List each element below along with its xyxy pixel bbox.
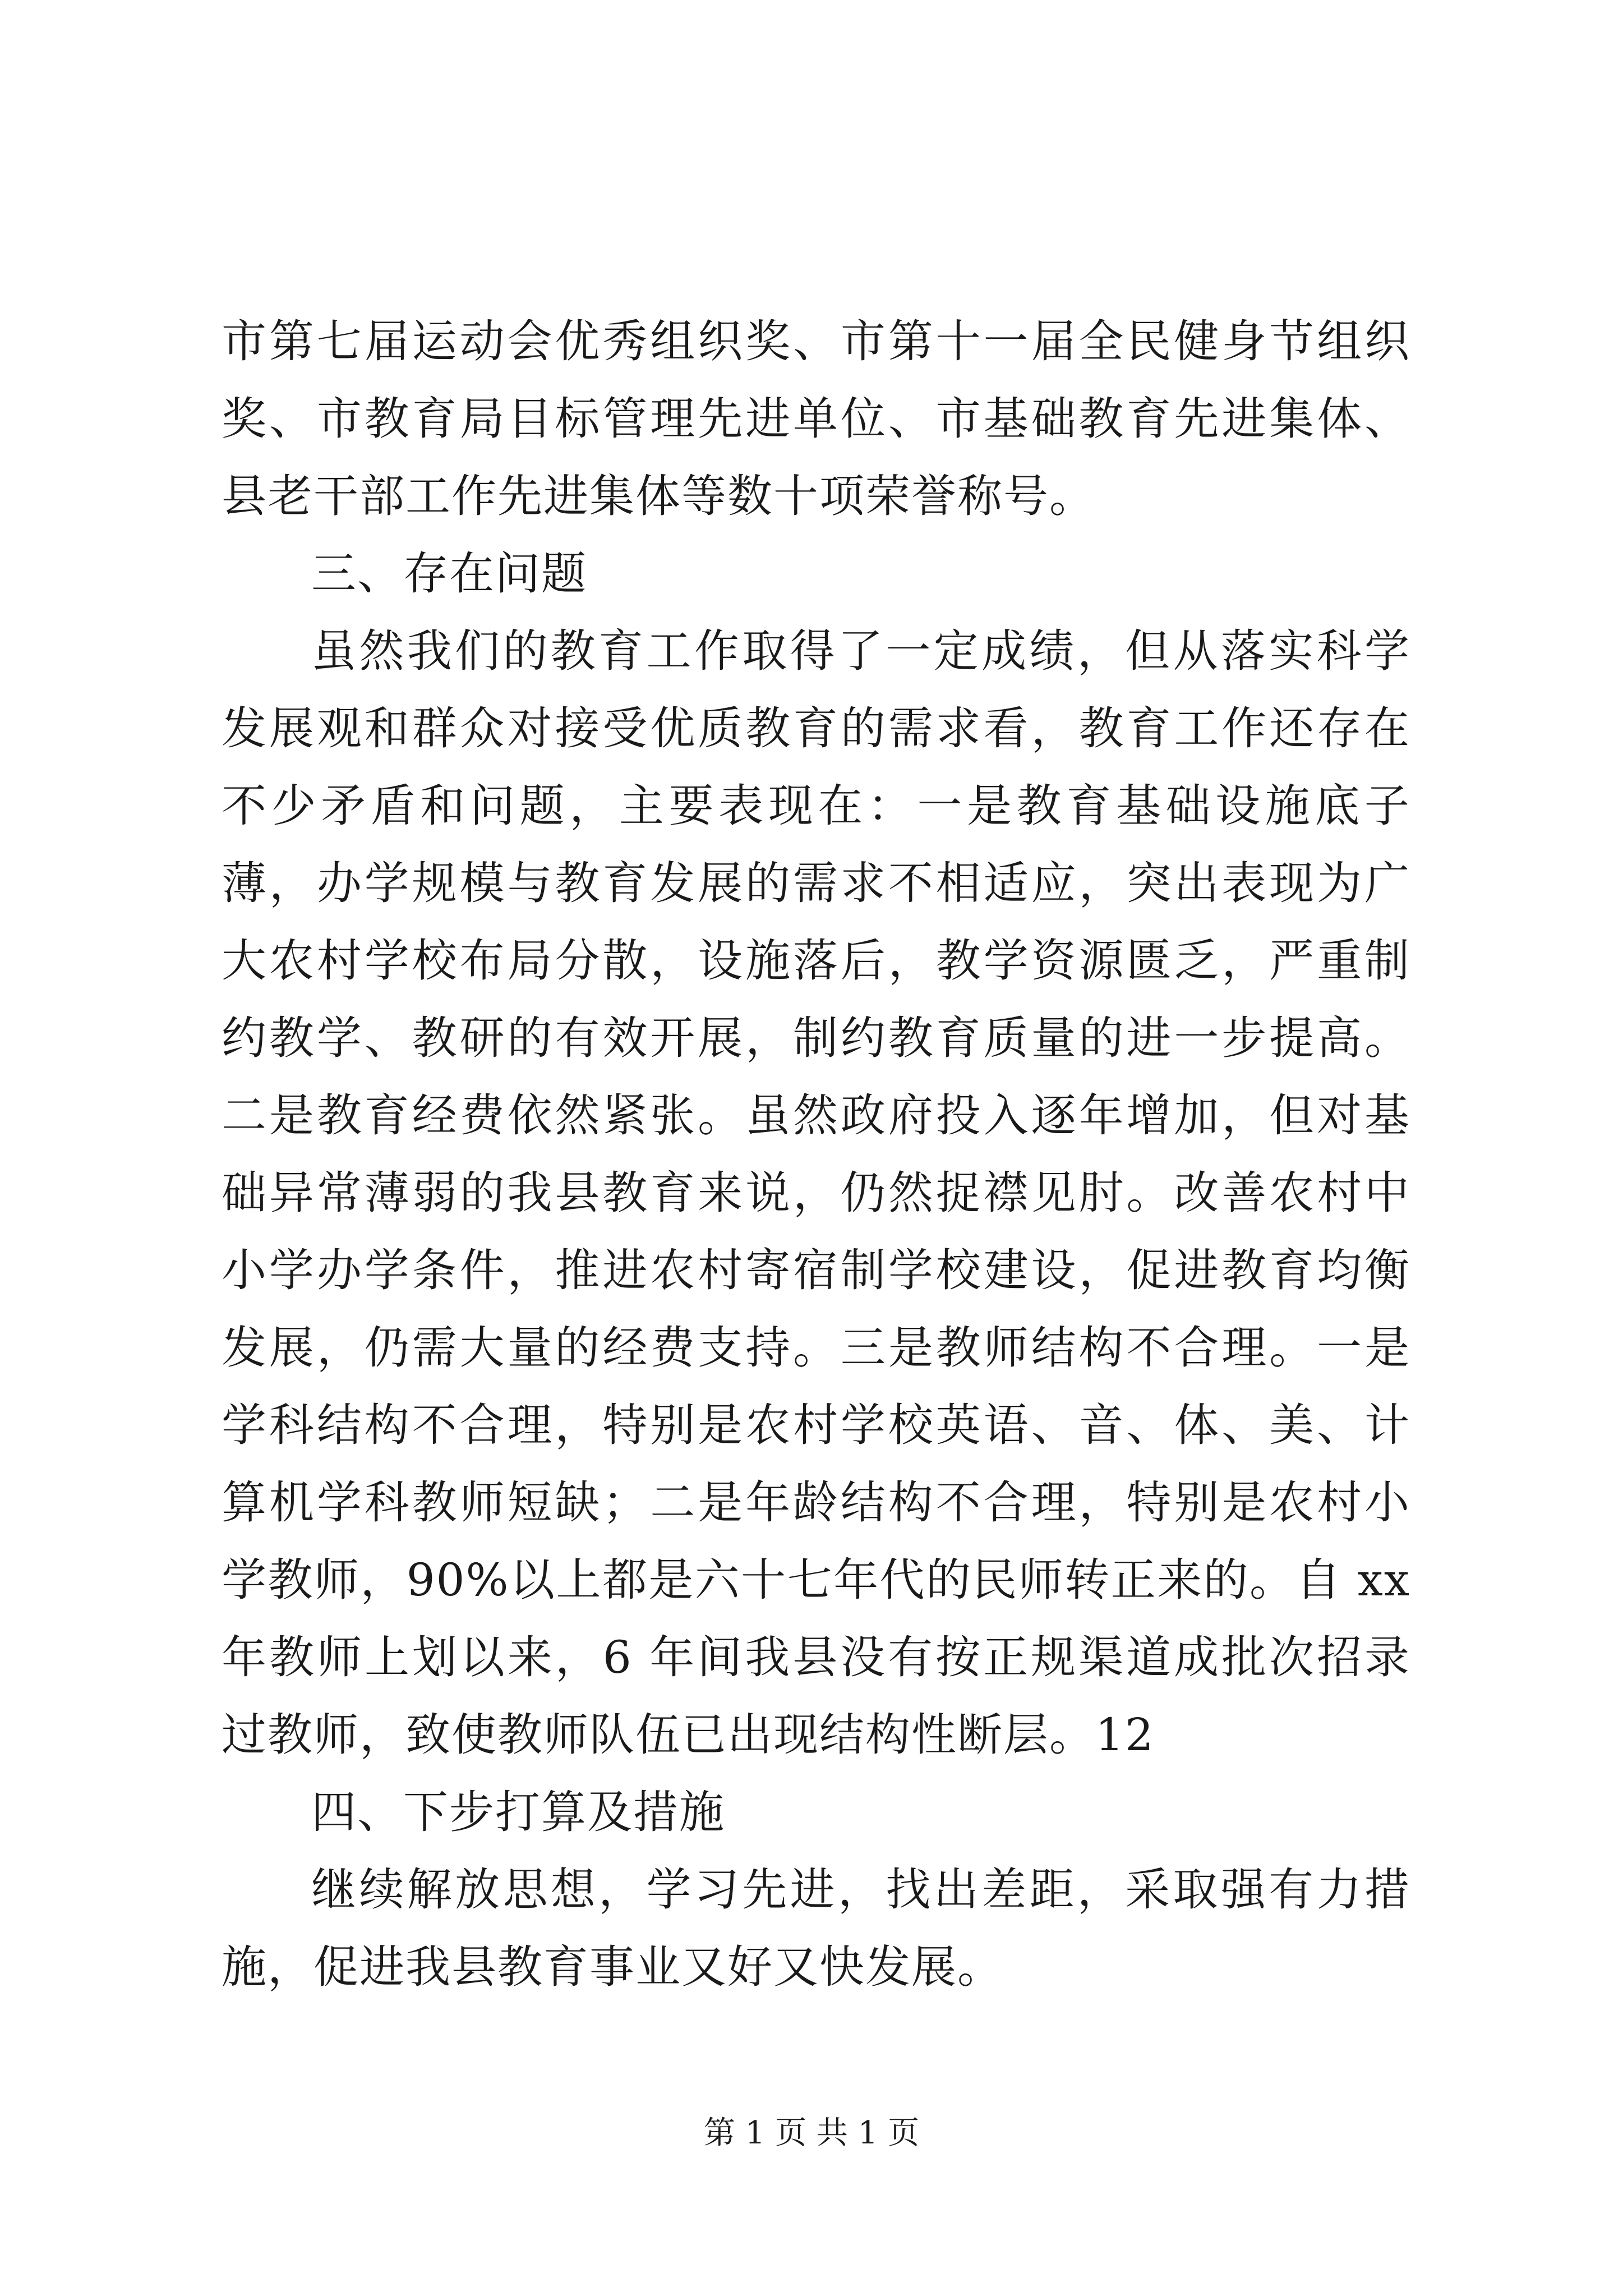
paragraph-continuation: 市第七届运动会优秀组织奖、市第十一届全民健身节组织奖、市教育局目标管理先进单位、市基础教育先进集体、县老干部工作先进集体等数十项荣誉称号。 (222, 315, 1410, 522)
paragraph-problems: 虽然我们的教育工作取得了一定成绩，但从落实科学发展观和群众对接受优质教育的需求看，教育工作还存在不少矛盾和问题，主要表现在：一是教育基础设施底子薄，办学规模与教育发展的需求不相适应，突出表现为广大农村学校布局分散，设施落后，教学资源匮乏，严重制约教学、教研的有效开展，制约教育质量的进一步提高。二是教育经费依然紧张。虽然政府投入逐年增加，但对基础异常薄弱的我县教育来说，仍然捉襟见肘。改善农村中小学办学条件，推进农村寄宿制学校建设，促进教育均衡发展，仍需大量的经费支持。三是教师结构不合理。一是学科结构不合理，特别是农村学校英语、音、体、美、计算机学科教师短缺；二是年龄结构不合理，特别是农村小学教师，90%以上都是六十七年代的民师转正来的。自 xx 年教师上划以来，6 年间我县没有按正规渠道成批次招录过教师，致使教师队伍已出现结构性断层。12 (222, 625, 1410, 1761)
section-heading-next-steps: 四、下步打算及措施 (311, 1786, 725, 1838)
section-heading-problems: 三、存在问题 (311, 547, 587, 600)
page-footer: 第 1 页 共 1 页 (703, 2115, 920, 2151)
paragraph-next-steps: 继续解放思想，学习先进，找出差距，采取强有力措施，促进我县教育事业又好又快发展。 (222, 1864, 1410, 1993)
document-body (222, 303, 1410, 2006)
